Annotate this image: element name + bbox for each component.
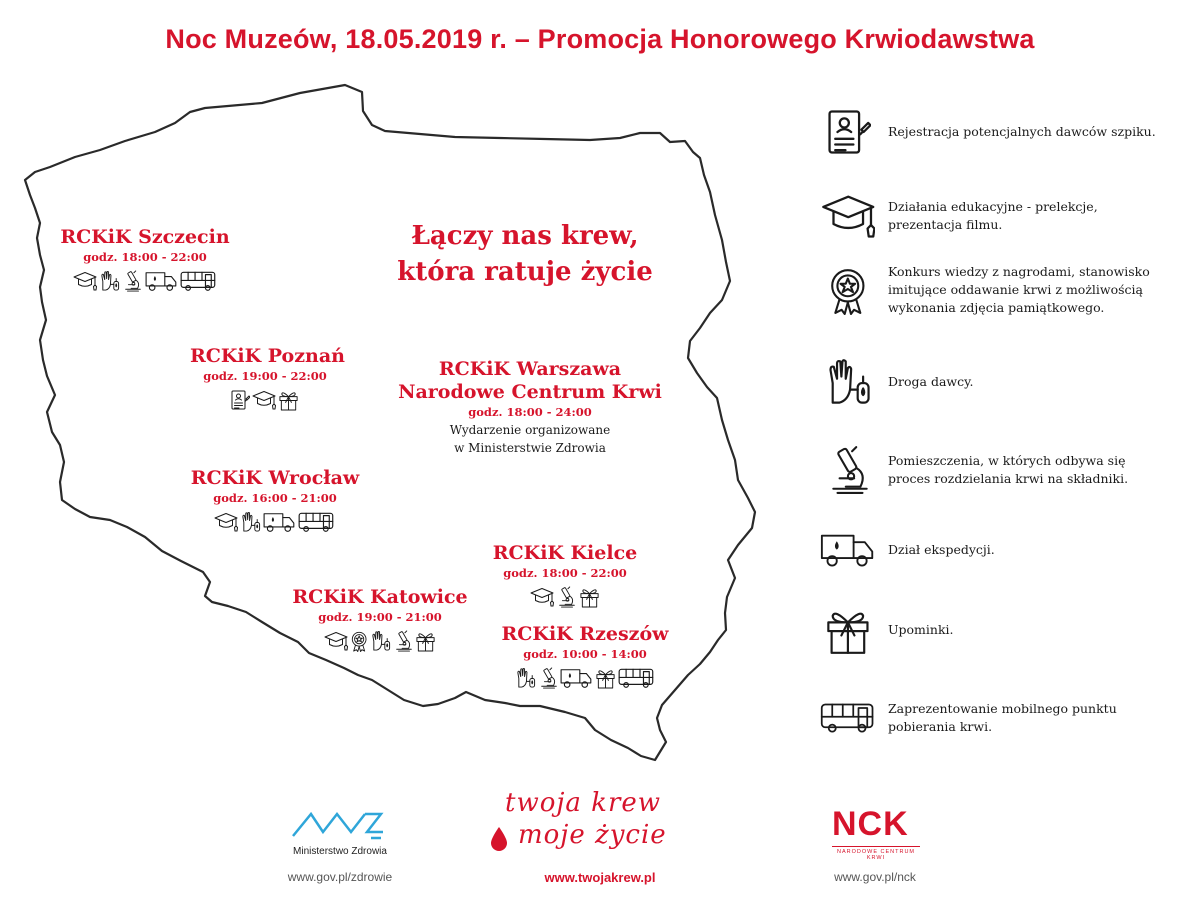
hand-drop-icon (515, 667, 536, 689)
legend-line1: Zaprezentowanie mobilnego punktu (888, 701, 1117, 716)
station-icons (490, 586, 640, 608)
station-note-line2: w Ministerstwie Zdrowia (454, 441, 606, 455)
legend-line2: imitujące oddawanie krwi z możliwością (888, 282, 1144, 297)
station-icons (290, 630, 470, 652)
twojakrew-url[interactable]: www.twojakrew.pl (544, 870, 656, 885)
station-katowice (290, 586, 470, 652)
station-poznan (190, 345, 345, 411)
station-name-line1: RCKiK Warszawa (438, 358, 622, 380)
truck-icon (818, 522, 878, 578)
twojakrew-logo-line2: moje życie (518, 820, 667, 850)
station-name-line2: Narodowe Centrum Krwi (398, 381, 662, 403)
hand-drop-icon (818, 354, 878, 410)
legend-text (888, 700, 1117, 736)
bus-icon (298, 511, 335, 533)
legend-line1: Działania edukacyjne - prelekcje, (888, 199, 1098, 214)
station-icons (190, 389, 340, 411)
microscope-icon (393, 630, 413, 652)
legend-row-registration (818, 104, 1188, 160)
legend-row-mobile-unit (818, 690, 1188, 746)
station-hours: godz. 16:00 - 21:00 (213, 491, 337, 505)
microscope-icon (818, 442, 878, 498)
slogan-line1: Łączy nas krew, (411, 221, 639, 251)
nck-url[interactable]: www.gov.pl/nck (834, 870, 916, 884)
station-name: RCKiK Wrocław (190, 467, 360, 489)
nck-logo-subtitle: NARODOWE CENTRUM KRWI (832, 846, 920, 861)
station-wroclaw (185, 467, 365, 533)
hand-drop-icon (240, 511, 261, 533)
station-note-line1: Wydarzenie organizowane (449, 423, 611, 437)
truck-icon (560, 667, 593, 689)
legend-text (888, 621, 954, 639)
legend-line2: pobierania krwi. (888, 719, 993, 734)
nck-logo: NCK (832, 805, 909, 843)
gift-icon (278, 389, 299, 411)
truck-icon (263, 511, 296, 533)
registration-icon (230, 389, 250, 411)
graduation-cap-icon (530, 586, 554, 608)
slogan (380, 218, 670, 290)
gift-icon (415, 630, 436, 652)
twojakrew-logo-line1: twoja krew (505, 788, 662, 818)
station-hours: godz. 18:00 - 22:00 (83, 250, 207, 264)
legend-row-education (818, 188, 1188, 244)
bus-icon (618, 667, 655, 689)
station-name: RCKiK Katowice (292, 586, 468, 608)
microscope-icon (538, 667, 558, 689)
graduation-cap-icon (324, 630, 348, 652)
page-title: Noc Muzeów, 18.05.2019 r. – Promocja Honorowego Krwiodawstwa (165, 24, 1035, 54)
microscope-icon (122, 270, 142, 292)
legend-row-lab (818, 442, 1188, 498)
legend-line1: Dział ekspedycji. (888, 542, 995, 557)
legend-text (888, 541, 995, 559)
station-icons (185, 511, 365, 533)
graduation-cap-icon (818, 188, 878, 244)
legend-line1: Pomieszczenia, w których odbywa się (888, 453, 1126, 468)
legend-text (888, 373, 973, 391)
legend-line1: Droga dawcy. (888, 374, 974, 389)
legend-text (888, 123, 1156, 141)
legend-row-dispatch (818, 522, 1188, 578)
legend-text (888, 198, 1098, 234)
medal-icon (350, 630, 368, 652)
station-hours: godz. 19:00 - 21:00 (318, 610, 442, 624)
station-kielce (490, 542, 640, 608)
station-name: RCKiK Poznań (190, 345, 345, 367)
legend-line1: Rejestracja potencjalnych dawców szpiku. (888, 124, 1156, 139)
legend-line1: Upominki. (888, 622, 954, 637)
station-szczecin (60, 226, 230, 292)
legend-text (888, 263, 1150, 317)
truck-icon (145, 270, 178, 292)
registration-icon (818, 104, 878, 160)
station-name: RCKiK Szczecin (60, 226, 230, 248)
ministry-logo-text: Ministerstwo Zdrowia (293, 846, 387, 857)
legend-line2: prezentacja filmu. (888, 217, 1003, 232)
legend-text (888, 452, 1128, 488)
station-hours: godz. 19:00 - 22:00 (203, 369, 327, 383)
station-warszawa (390, 358, 670, 457)
gift-icon (579, 586, 600, 608)
hand-drop-icon (370, 630, 391, 652)
medal-icon (818, 262, 878, 318)
bus-icon (818, 690, 878, 746)
gift-icon (818, 602, 878, 658)
gift-icon (595, 667, 616, 689)
station-hours: godz. 18:00 - 22:00 (503, 566, 627, 580)
station-icons (495, 667, 675, 689)
legend-line3: wykonania zdjęcia pamiątkowego. (888, 300, 1105, 315)
microscope-icon (556, 586, 576, 608)
legend-row-contest (818, 262, 1188, 318)
graduation-cap-icon (214, 511, 238, 533)
legend-row-donor-path (818, 354, 1188, 410)
legend-row-gifts (818, 602, 1188, 658)
station-hours: godz. 10:00 - 14:00 (523, 647, 647, 661)
legend-line2: proces rozdzielania krwi na składniki. (888, 471, 1129, 486)
graduation-cap-icon (252, 389, 276, 411)
station-name: RCKiK Rzeszów (501, 623, 669, 645)
station-hours: godz. 18:00 - 24:00 (468, 405, 592, 419)
station-rzeszow (495, 623, 675, 689)
hand-drop-icon (99, 270, 120, 292)
slogan-line2: która ratuje życie (397, 257, 653, 287)
ministry-url[interactable]: www.gov.pl/zdrowie (287, 870, 393, 884)
blood-drop-icon (490, 826, 508, 852)
station-name: RCKiK Kielce (492, 542, 638, 564)
station-icons (60, 270, 230, 292)
legend-line1: Konkurs wiedzy z nagrodami, stanowisko (888, 264, 1150, 279)
graduation-cap-icon (73, 270, 97, 292)
bus-icon (180, 270, 217, 292)
